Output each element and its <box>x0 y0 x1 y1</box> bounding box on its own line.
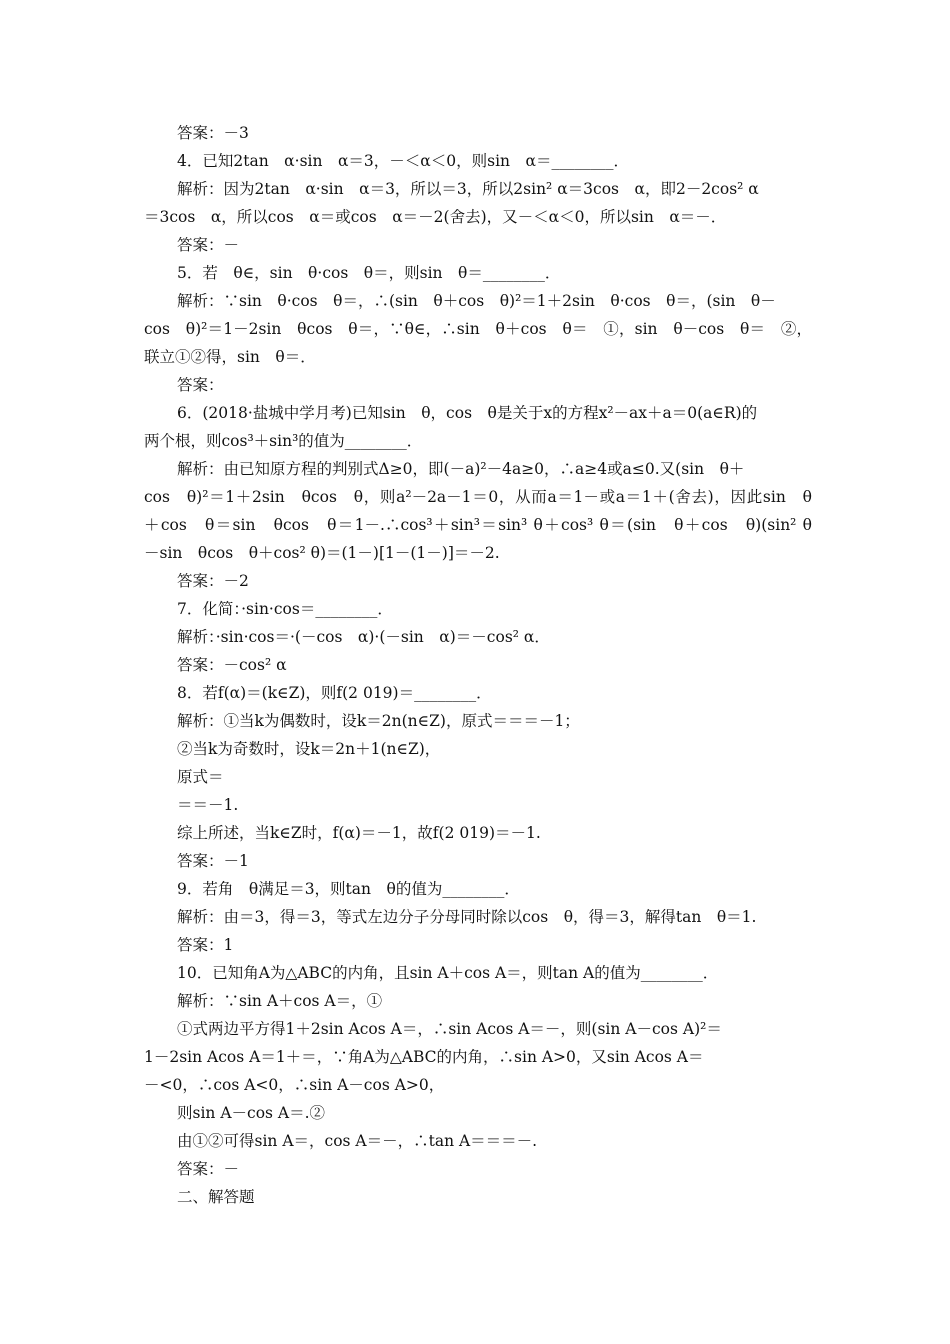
question-7: 7．化简：·sin·cos＝________． <box>177 600 393 618</box>
question-8: 8．若f(α)＝(k∈Z)，则f(2 019)＝________． <box>177 684 492 702</box>
solution-8-line-1: 解析：①当k为偶数时，设k＝2n(n∈Z)，原式＝＝＝－1； <box>177 712 580 730</box>
solution-10-line-3: 1－2sin Acos A＝1＋＝，∵角A为△ABC的内角，∴sin A>0，又sin Acos A＝ <box>144 1048 704 1066</box>
solution-5-line-2: cos θ)²＝1－2sin θcos θ＝，∵θ∈，∴sin θ＋cos θ＝ ①，sin θ－cos θ＝ ②， <box>144 320 812 338</box>
solution-8-line-5: 综上所述，当k∈Z时，f(α)＝－1，故f(2 019)＝－1. <box>177 824 541 842</box>
answer-9: 答案：1 <box>177 936 234 954</box>
question-6-line-1: 6．(2018·盐城中学月考)已知sin θ，cos θ是关于x的方程x²－ax＋a＝0(a∈R)的 <box>177 404 758 422</box>
solution-6-line-4: －sin θcos θ＋cos² θ)＝(1－)[1－(1－)]＝－2. <box>144 544 500 562</box>
solution-10-line-4: －<0，∴cos A<0，∴sin A－cos A>0， <box>144 1076 445 1094</box>
solution-6-line-3: ＋cos θ＝sin θcos θ＝1－.∴cos³＋sin³＝sin³ θ＋cos³ θ＝(sin θ＋cos θ)(sin² θ <box>144 516 812 534</box>
solution-7: 解析：·sin·cos＝·(－cos α)·(－sin α)＝－cos² α． <box>177 628 550 646</box>
answer-6: 答案：－2 <box>177 572 249 590</box>
answer-8: 答案：－1 <box>177 852 249 870</box>
answer-5: 答案： <box>177 376 224 394</box>
solution-5-line-3: 联立①②得，sin θ＝． <box>144 348 316 366</box>
solution-5-line-1: 解析：∵sin θ·cos θ＝，∴(sin θ＋cos θ)²＝1＋2sin θ·cos θ＝，(sin θ－ <box>177 292 776 310</box>
question-10: 10．已知角A为△ABC的内角，且sin A＋cos A＝，则tan A的值为________． <box>177 964 719 982</box>
solution-6-line-2: cos θ)²＝1＋2sin θcos θ，则a²－2a－1＝0，从而a＝1－或a＝1＋(舍去)，因此sin θ <box>144 488 812 506</box>
question-4: 4．已知2tan α·sin α＝3，－＜α＜0，则sin α＝________． <box>177 152 629 170</box>
solution-4-line-1: 解析：因为2tan α·sin α＝3，所以＝3，所以2sin² α＝3cos α，即2－2cos² α <box>177 180 759 198</box>
answer-3: 答案：－3 <box>177 124 249 142</box>
solution-10-line-6: 由①②可得sin A＝，cos A＝－，∴tan A＝＝＝－. <box>177 1132 538 1150</box>
solution-10-line-1: 解析：∵sin A＋cos A＝，① <box>177 992 383 1010</box>
section-heading: 二、解答题 <box>177 1188 255 1206</box>
answer-10: 答案：－ <box>177 1160 240 1178</box>
solution-4-line-2: ＝3cos α，所以cos α＝或cos α＝－2(舍去)，又－＜α＜0，所以sin α＝－． <box>144 208 727 226</box>
solution-6-line-1: 解析：由已知原方程的判别式Δ≥0，即(－a)²－4a≥0，∴a≥4或a≤0.又(sin θ＋ <box>177 460 745 478</box>
solution-8-line-2: ②当k为奇数时，设k＝2n＋1(n∈Z)， <box>177 740 441 758</box>
solution-9: 解析：由＝3，得＝3，等式左边分子分母同时除以cos θ，得＝3，解得tan θ＝1. <box>177 908 757 926</box>
solution-10-line-5: 则sin A－cos A＝.② <box>177 1104 326 1122</box>
question-5: 5．若 θ∈，sin θ·cos θ＝，则sin θ＝________． <box>177 264 561 282</box>
answer-7: 答案：－cos² α <box>177 656 287 674</box>
solution-10-line-2: ①式两边平方得1＋2sin Acos A＝，∴sin Acos A＝－，则(sin A－cos A)²＝ <box>177 1020 722 1038</box>
answer-4: 答案：－ <box>177 236 240 254</box>
question-9: 9．若角 θ满足＝3，则tan θ的值为________． <box>177 880 520 898</box>
solution-8-line-3: 原式＝ <box>177 768 224 786</box>
solution-8-line-4: ＝＝－1. <box>177 796 239 814</box>
question-6-line-2: 两个根，则cos³＋sin³的值为________． <box>144 432 423 450</box>
